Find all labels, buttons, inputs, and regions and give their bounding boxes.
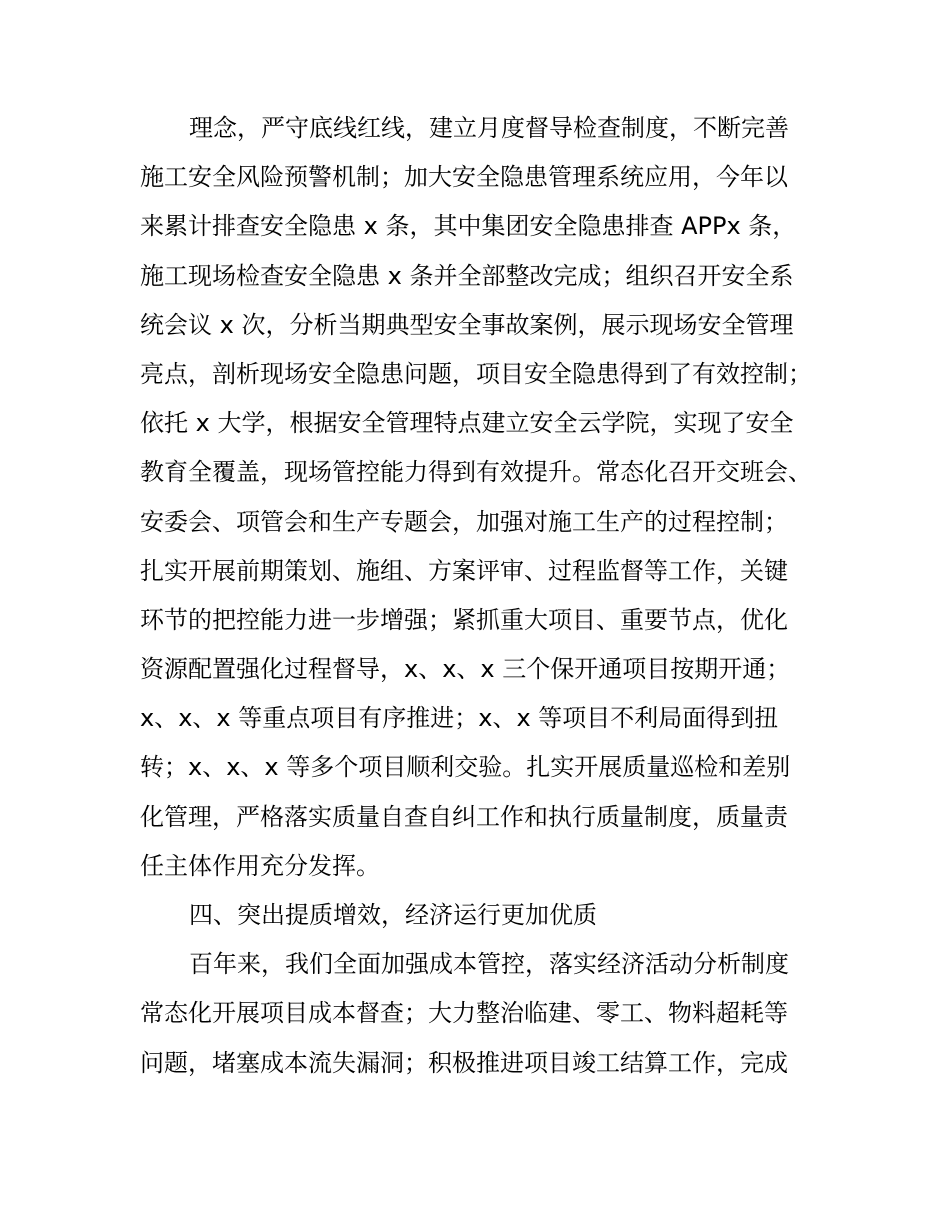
paragraph-line: x、x、x 等重点项目有序推进；x、x 等项目不利局面得到扭: [140, 704, 779, 733]
paragraph-line: 扎实开展前期策划、施组、方案评审、过程监督等工作，关键: [140, 556, 788, 585]
paragraph-line: 教育全覆盖，现场管控能力得到有效提升。常态化召开交班会、: [140, 458, 812, 487]
paragraph-line: 依托 x 大学，根据安全管理特点建立安全云学院，实现了安全: [140, 409, 794, 438]
paragraph-safety-quality: [140, 104, 840, 891]
paragraph-line: 资源配置强化过程督导，x、x、x 三个保开通项目按期开通；: [140, 655, 791, 684]
paragraph-line: 安委会、项管会和生产专题会，加强对施工生产的过程控制；: [140, 507, 788, 536]
paragraph-line: 化管理，严格落实质量自查自纠工作和执行质量制度，质量责: [140, 802, 788, 831]
paragraph-line: 统会议 x 次，分析当期典型安全事故案例，展示现场安全管理: [140, 310, 794, 339]
paragraph-line: 环节的把控能力进一步增强；紧抓重大项目、重要节点，优化: [140, 605, 788, 634]
document-body: [140, 104, 840, 1088]
paragraph-line: 来累计排查安全隐患 x 条，其中集团安全隐患排查 APPx 条，: [140, 212, 797, 241]
paragraph-line: 百年来，我们全面加强成本管控，落实经济活动分析制度: [189, 950, 789, 979]
paragraph-line: 理念，严守底线红线，建立月度督导检查制度，不断完善: [189, 114, 789, 142]
paragraph-line: 转；x、x、x 等多个项目顺利交验。扎实开展质量巡检和差别: [140, 753, 791, 782]
paragraph-cost-control: [140, 940, 840, 1088]
paragraph-line: 常态化开展项目成本督查；大力整治临建、零工、物料超耗等: [140, 999, 788, 1028]
paragraph-line: 亮点，剖析现场安全隐患问题，项目安全隐患得到了有效控制；: [140, 359, 812, 388]
paragraph-line: 施工安全风险预警机制；加大安全隐患管理系统应用，今年以: [140, 163, 788, 192]
paragraph-line: 施工现场检查安全隐患 x 条并全部整改完成；组织召开安全系: [140, 261, 794, 290]
section-heading: 四、突出提质增效，经济运行更加优质: [189, 901, 597, 929]
paragraph-line: 任主体作用充分发挥。: [140, 851, 380, 880]
paragraph-line: 问题，堵塞成本流失漏洞；积极推进项目竣工结算工作，完成: [140, 1048, 788, 1077]
